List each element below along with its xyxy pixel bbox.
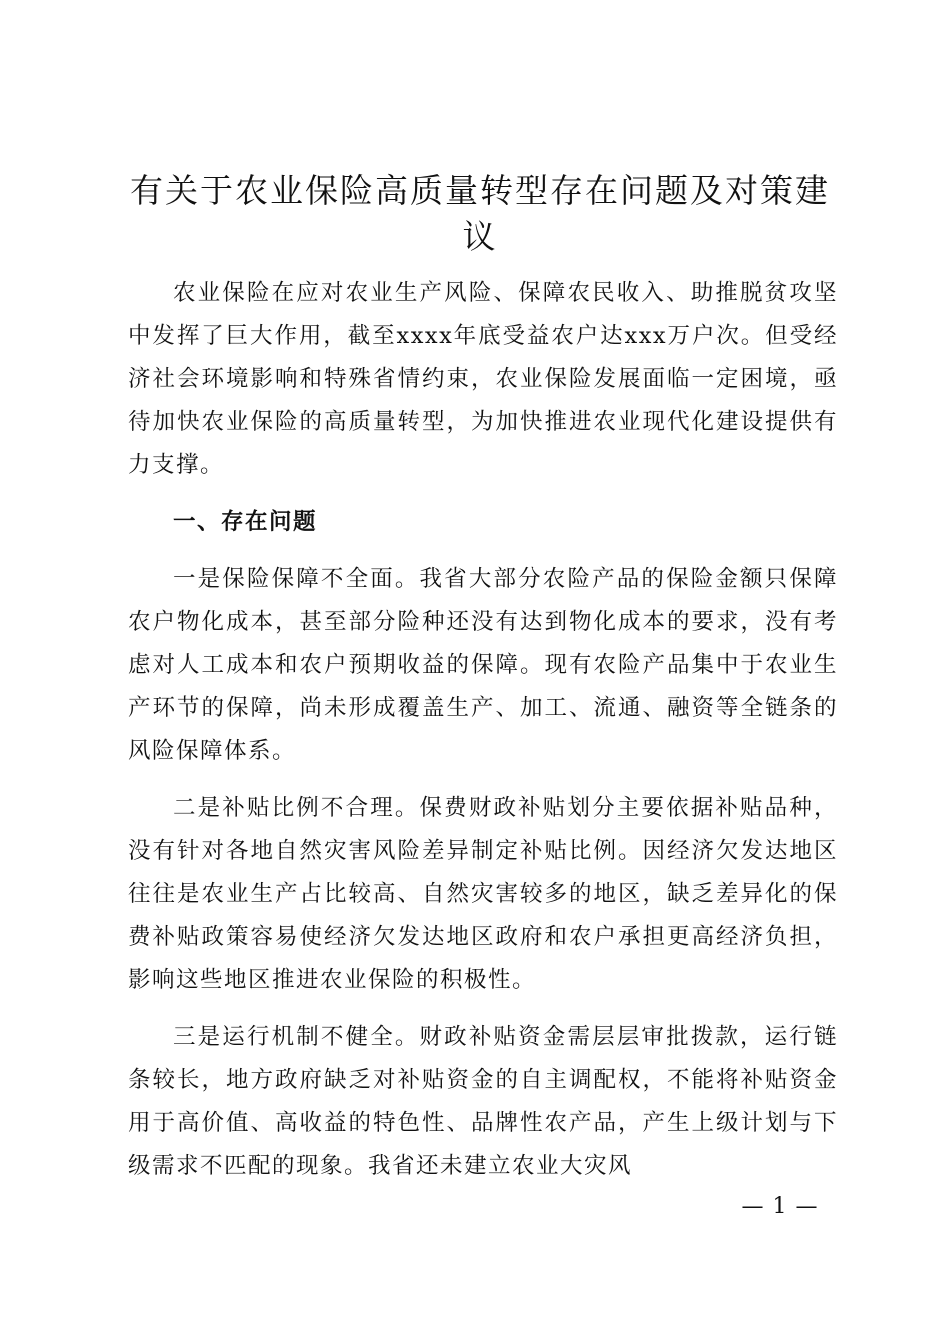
document-title: 有关于农业保险高质量转型存在问题及对策建议 [130, 171, 830, 256]
problem-paragraph-3: 三是运行机制不健全。财政补贴资金需层层审批拨款，运行链条较长，地方政府缺乏对补贴资金的自主调配权，不能将补贴资金用于高价值、高收益的特色性、品牌性农产品，产生上级计划与下级需求不匹配的现象。我省还未建立农业大灾风 [128, 1024, 838, 1179]
document-body [128, 272, 838, 1202]
section-heading-problems: 一、存在问题 [173, 509, 318, 535]
problem-paragraph-1: 一是保险保障不全面。我省大部分农险产品的保险金额只保障农户物化成本，甚至部分险种还没有达到物化成本的要求，没有考虑对人工成本和农户预期收益的保障。现有农险产品集中于农业生产环节的保障，尚未形成覆盖生产、加工、流通、融资等全链条的风险保障体系。 [128, 566, 838, 764]
intro-paragraph: 农业保险在应对农业生产风险、保障农民收入、助推脱贫攻坚中发挥了巨大作用，截至xxxx年底受益农户达xxx万户次。但受经济社会环境影响和特殊省情约束，农业保险发展面临一定困境，亟待加快农业保险的高质量转型，为加快推进农业现代化建设提供有力支撑。 [128, 280, 838, 478]
problem-paragraph-2: 二是补贴比例不合理。保费财政补贴划分主要依据补贴品种，没有针对各地自然灾害风险差异制定补贴比例。因经济欠发达地区往往是农业生产占比较高、自然灾害较多的地区，缺乏差异化的保费补贴政策容易使经济欠发达地区政府和农户承担更高经济负担，影响这些地区推进农业保险的积极性。 [128, 795, 838, 993]
page-number: — 1 — [741, 1194, 819, 1219]
